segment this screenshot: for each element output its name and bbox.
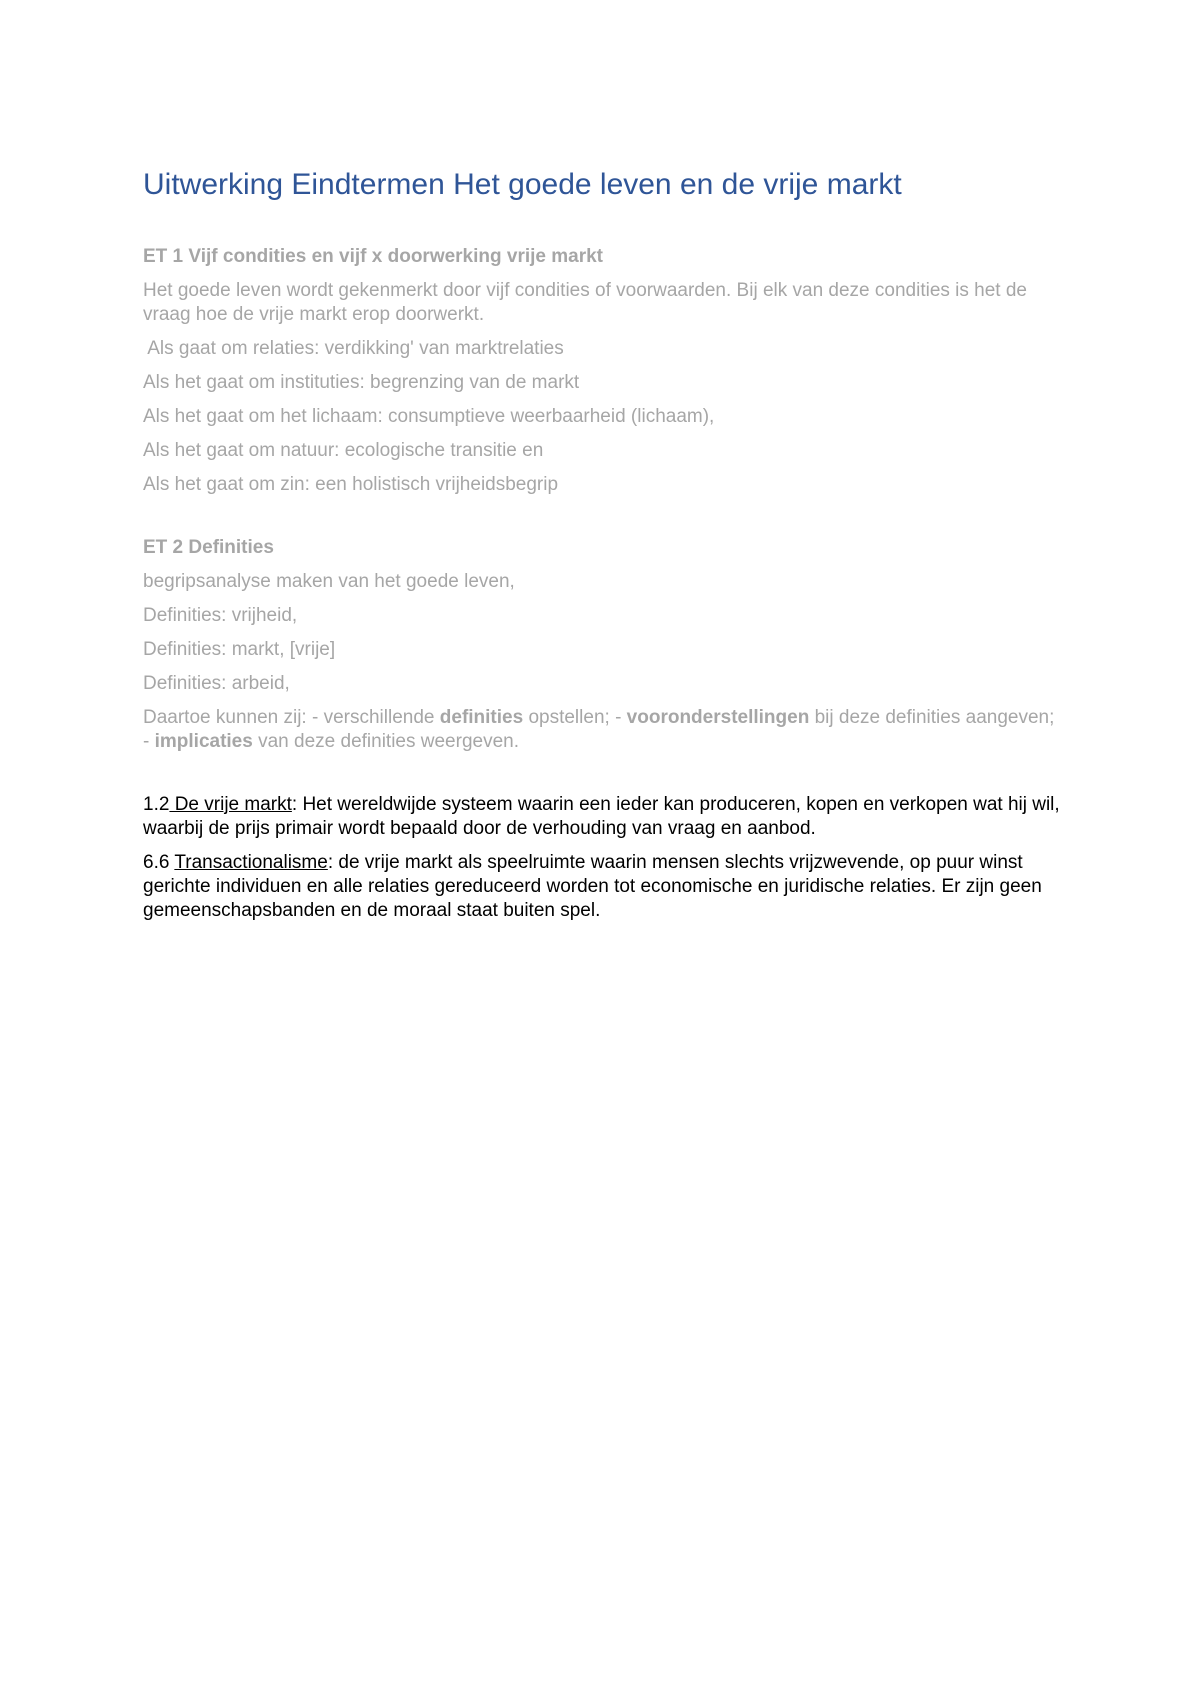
et2-item: Definities: vrijheid, (143, 605, 298, 626)
document-title: Uitwerking Eindtermen Het goede leven en de vrije markt (143, 168, 902, 201)
definition-paragraph (143, 793, 1063, 841)
section-spacer (143, 507, 1063, 536)
et1-intro: Het goede leven wordt gekenmerkt door vijf condities of voorwaarden. Bij elk van deze condities is het de vraag hoe de vrije markt erop doorwerkt. (143, 280, 1027, 325)
definition-text: : de vrije markt als speelruimte waarin mensen slechts vrijzwevende, op puur winst gerichte individuen en alle relaties gereduceerd worden tot economische en juridische relaties. Er zijn geen gemeenschapsbanden en de moraal staat buiten spel. (143, 852, 1048, 921)
daartoe-text: bij deze definities aangeven; - (143, 707, 1060, 752)
definition-number: 1.2 (143, 794, 170, 815)
daartoe-bold-definities: definities (439, 707, 524, 728)
daartoe-bold-vooronderstellingen: vooronderstellingen (626, 707, 810, 728)
document-content (143, 166, 1063, 933)
et1-heading: ET 1 Vijf condities en vijf x doorwerking vrije markt (143, 246, 604, 267)
et2-daartoe-paragraph (143, 706, 1063, 754)
definition-term: De vrije markt (169, 794, 292, 815)
et2-item: Definities: arbeid, (143, 673, 290, 694)
et2-item: begripsanalyse maken van het goede leven, (143, 571, 515, 592)
definition-paragraph (143, 851, 1063, 923)
definition-term: Transactionalisme (174, 852, 328, 873)
daartoe-bold-implicaties: implicaties (154, 731, 253, 752)
et1-item: Als gaat om relaties: verdikking' van marktrelaties (143, 338, 564, 359)
et2-item: Definities: markt, [vrije] (143, 639, 336, 660)
daartoe-text: Daartoe kunnen zij: - verschillende (143, 707, 440, 728)
et1-item: Als het gaat om zin: een holistisch vrijheidsbegrip (143, 474, 559, 495)
et1-item: Als het gaat om natuur: ecologische transitie en (143, 440, 544, 461)
definition-text: : Het wereldwijde systeem waarin een ieder kan produceren, kopen en verkopen wat hij wil, waarbij de prijs primair wordt bepaald door de verhouding van vraag en aanbod. (143, 794, 1065, 839)
et1-item: Als het gaat om het lichaam: consumptieve weerbaarheid (lichaam), (143, 406, 715, 427)
daartoe-text: van deze definities weergeven. (252, 731, 519, 752)
et2-heading: ET 2 Definities (143, 537, 274, 558)
daartoe-text: opstellen; - (523, 707, 627, 728)
section-spacer (143, 764, 1063, 793)
definition-number: 6.6 (143, 852, 175, 873)
et1-item: Als het gaat om instituties: begrenzing van de markt (143, 372, 580, 393)
